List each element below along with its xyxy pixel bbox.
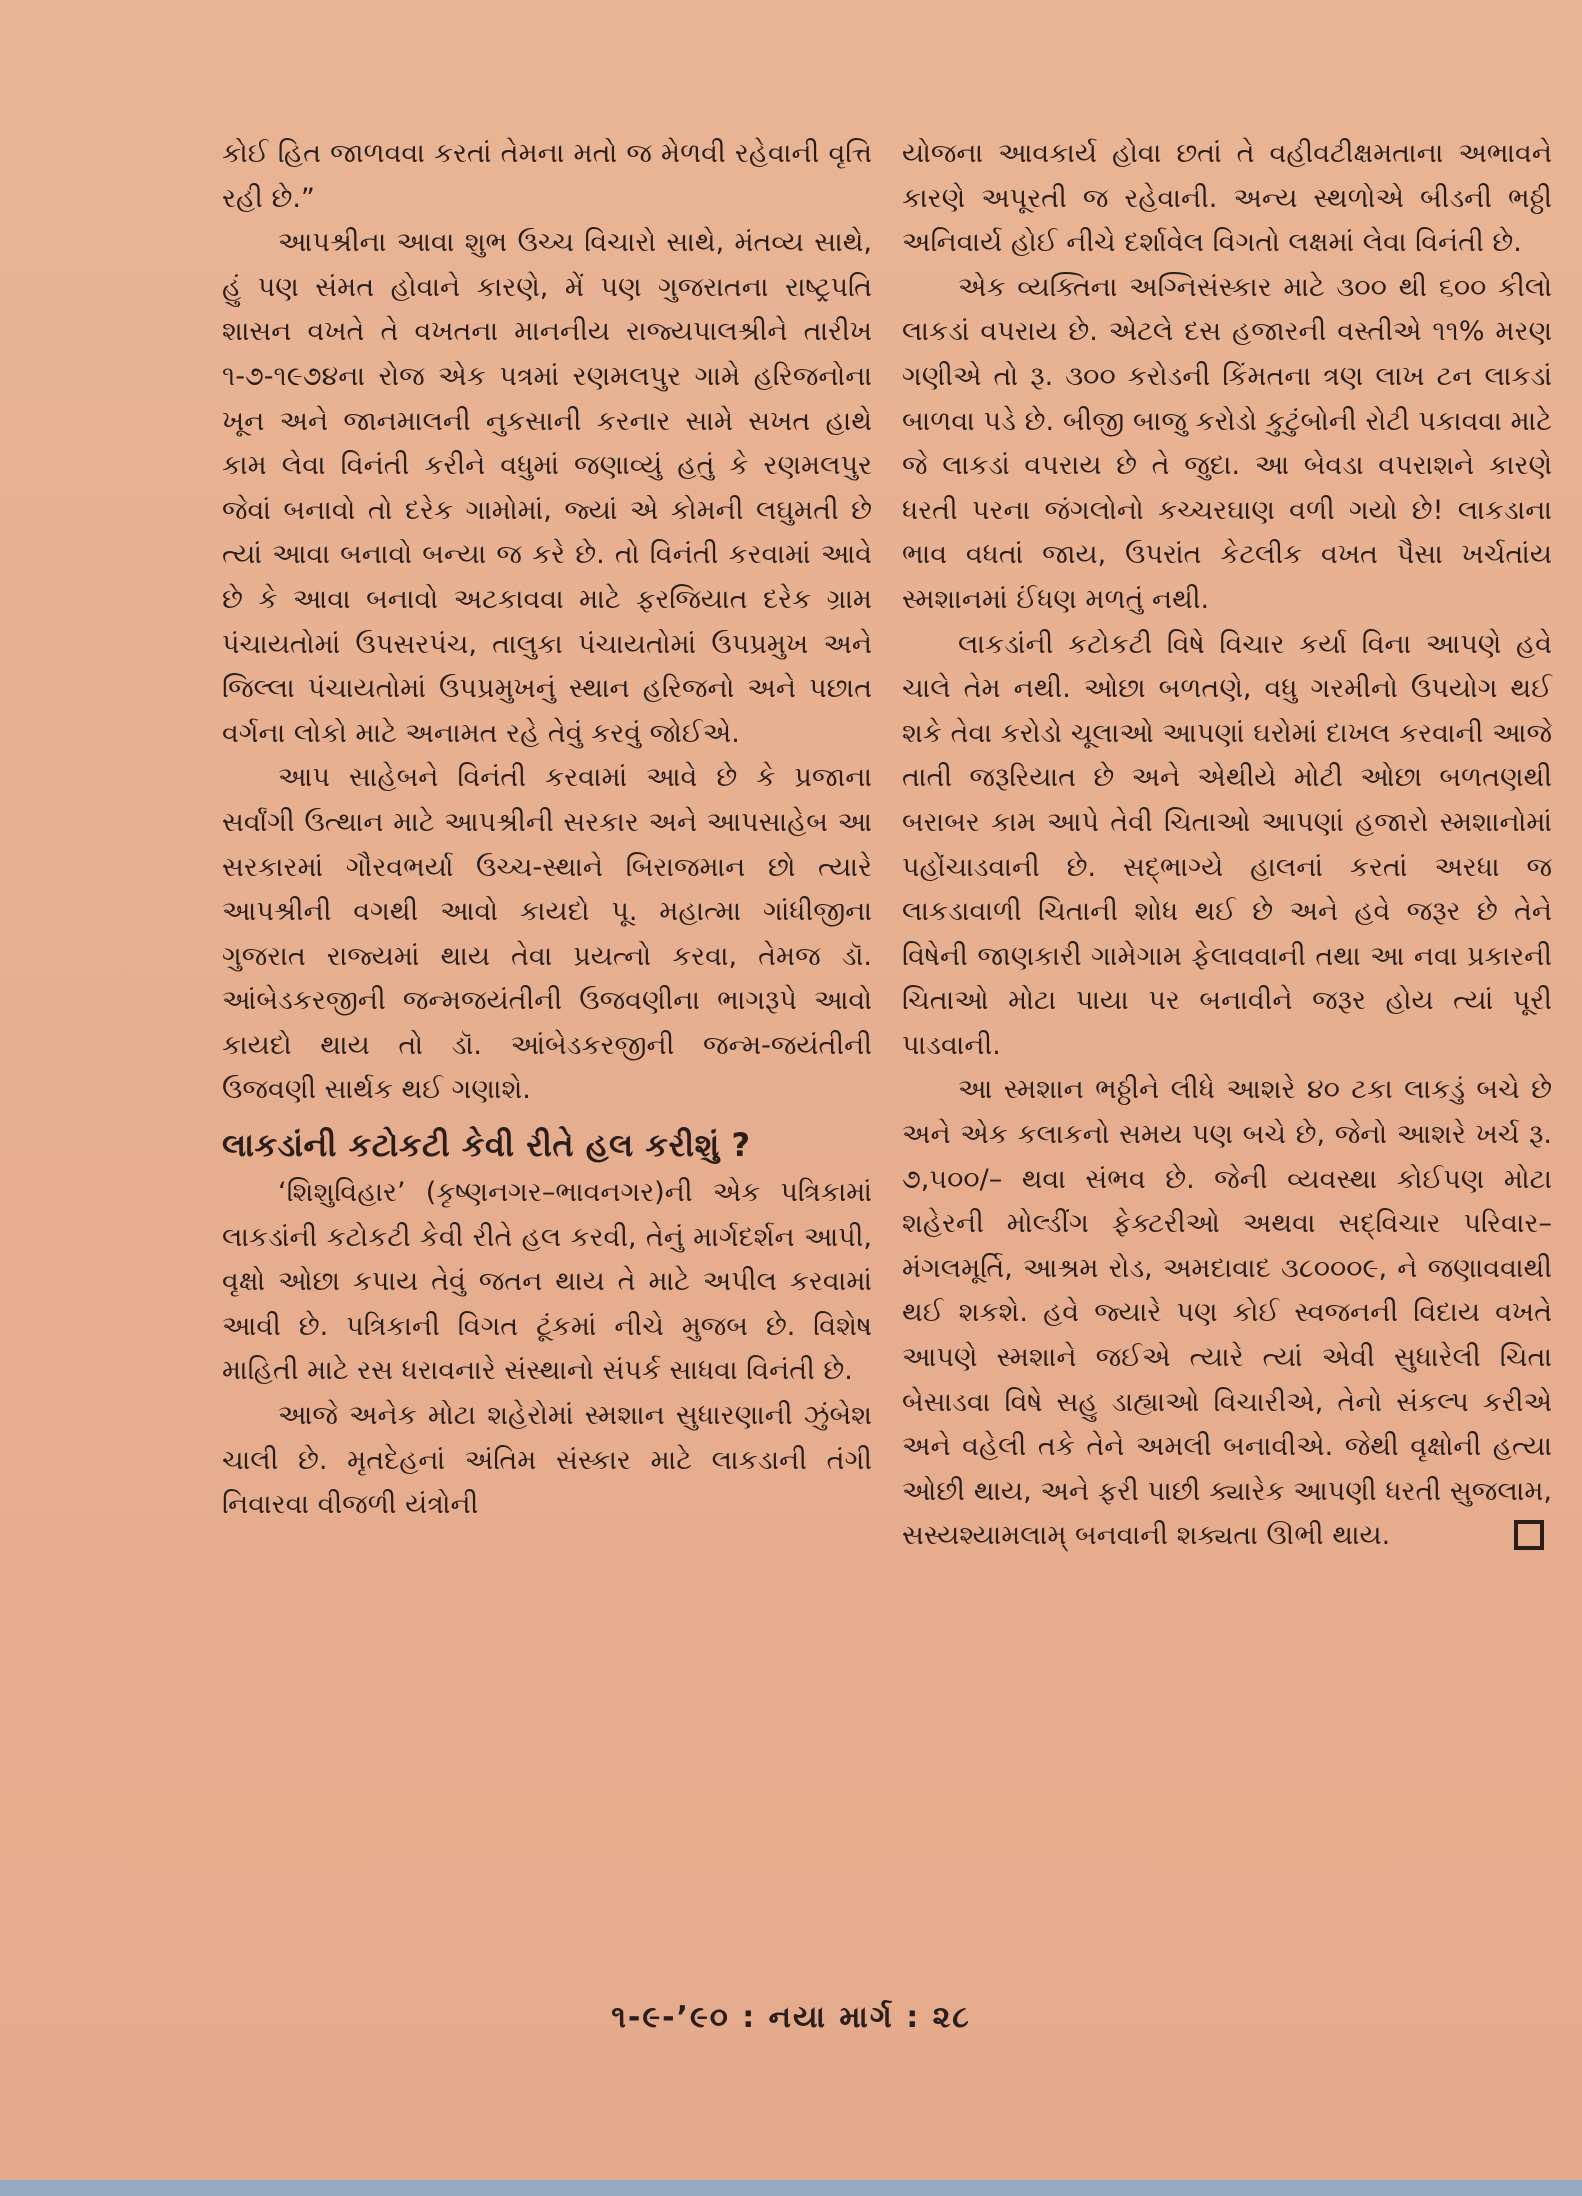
end-of-article-icon [1514,1520,1544,1550]
right-paragraph-3: લાકડાંની કટોકટી વિષે વિચાર કર્યા વિના આપણે હવે ચાલે તેમ નથી. ઓછા બળતણે, વધુ ગરમીનો ઉપયોગ થઈ શકે તેવા કરોડો ચૂલાઓ આપણાં ઘરોમાં દાખલ કરવાની આજે તાતી જરૂરિયાત છે અને એથીયે મોટી ઓછા બળતણથી બરાબર કામ આપે તેવી ચિતાઓ આપણાં હજારો સ્મશાનોમાં પહોંચાડવાની છે. સદ્‌ભાગ્યે હાલનાં કરતાં અરધા જ લાકડાવાળી ચિતાની શોધ થઈ છે અને હવે જરૂર છે તેને વિષેની જાણકારી ગામેગામ ફેલાવવાની તથા આ નવા પ્રકારની ચિતાઓ મોટા પાયા પર બનાવીને જરૂર હોય ત્યાં પૂરી પાડવાની. [902,628,1552,1061]
right-paragraph-2: એક વ્યક્તિના અગ્નિસંસ્કાર માટે ૩૦૦ થી ૬૦૦ કીલો લાકડાં વપરાય છે. એટલે દસ હજારની વસ્તીએ ૧૧% મરણ ગણીએ તો રૂ. ૩૦૦ કરોડની કિંમતના ત્રણ લાખ ટન લાકડાં બાળવા પડે છે. બીજી બાજુ કરોડો કુટુંબોની રોટી પકાવવા માટે જે લાકડાં વપરાય છે તે જુદા. આ બેવડા વપરાશને કારણે ધરતી પરના જંગલોનો કચ્ચરઘાણ વળી ગયો છે! લાકડાના ભાવ વધતાં જાય, ઉપરાંત કેટલીક વખત પૈસા ખર્ચતાંય સ્મશાનમાં ઈંધણ મળતું નથી. [902,271,1552,615]
article-heading: લાકડાંની કટોકટી કેવી રીતે હલ કરીશું ? [222,1126,751,1165]
page-footer: ૧-૯-’૯૦ : નયા માર્ગ : ૨૮ [611,2000,971,2035]
right-paragraph-4 [902,1068,1552,1559]
right-paragraph-1: યોજના આવકાર્ય હોવા છતાં તે વહીવટીક્ષમતાના અભાવને કારણે અપૂરતી જ રહેવાની. અન્ય સ્થળોએ બીડની ભઠ્ઠી અનિવાર્ય હોઈ નીચે દર્શાવેલ વિગતો લક્ષમાં લેવા વિનંતી છે. [902,138,1552,259]
left-paragraph-1: કોઈ હિત જાળવવા કરતાં તેમના મતો જ મેળવી રહેવાની વૃત્તિ રહી છે.” [222,138,872,214]
left-paragraph-2: આપશ્રીના આવા શુભ ઉચ્ચ વિચારો સાથે, મંતવ્ય સાથે, હું પણ સંમત હોવાને કારણે, મેં પણ ગુજરાતના રાષ્ટ્રપતિ શાસન વખતે તે વખતના માનનીય રાજ્યપાલશ્રીને તારીખ ૧-૭-૧૯૭૪ના રોજ એક પત્રમાં રણમલપુર ગામે હરિજનોના ખૂન અને જાનમાલની નુકસાની કરનાર સામે સખત હાથે કામ લેવા વિનંતી કરીને વધુમાં જણાવ્યું હતું કે રણમલપુર જેવાં બનાવો તો દરેક ગામોમાં, જ્યાં એ કોમની લઘુમતી છે ત્યાં આવા બનાવો બન્યા જ કરે છે. તો વિનંતી કરવામાં આવે છે કે આવા બનાવો અટકાવવા માટે ફરજિયાત દરેક ગ્રામ પંચાયતોમાં ઉપસરપંચ, તાલુકા પંચાયતોમાં ઉપપ્રમુખ અને જિલ્લા પંચાયતોમાં ઉપપ્રમુખનું સ્થાન હરિજનો અને પછાત વર્ગના લોકો માટે અનામત રહે તેવું કરવું જોઈએ. [222,227,872,749]
scan-edge [0,2180,1582,2196]
right-column [902,132,1552,1559]
right-paragraph-4-text: આ સ્મશાન ભઠ્ઠીને લીધે આશરે ૪૦ ટકા લાકડું બચે છે અને એક કલાકનો સમય પણ બચે છે, જેનો આશરે ખર્ચ રૂ. ૭,૫૦૦/– થવા સંભવ છે. જેની વ્યવસ્થા કોઈપણ મોટા શહેરની મોલ્ડીંગ ફેક્ટરીઓ અથવા સદ્‌વિચાર પરિવાર–મંગલમૂર્તિ, આશ્રમ રોડ, અમદાવાદ ૩૮૦૦૦૯, ને જણાવવાથી થઈ શકશે. હવે જ્યારે પણ કોઈ સ્વજનની વિદાય વખતે આપણે સ્મશાને જઈએ ત્યારે ત્યાં એવી સુધારેલી ચિતા બેસાડવા વિષે સહુ ડાહ્યાઓ વિચારીએ, તેનો સંકલ્પ કરીએ અને વહેલી તકે તેને અમલી બનાવીએ. જેથી વૃક્ષોની હત્યા ઓછી થાય, અને ફરી પાછી ક્યારેક આપણી ધરતી સુજલામ, સસ્યશ્યામલામ્ બનવાની શક્યતા ઊભી થાય. [902,1074,1552,1552]
left-paragraph-5: આજે અનેક મોટા શહેરોમાં સ્મશાન સુધારણાની ઝુંબેશ ચાલી છે. મૃતદેહનાં અંતિમ સંસ્કાર માટે લાકડાની તંગી નિવારવા વીજળી યંત્રોની [222,1400,872,1521]
left-paragraph-3: આપ સાહેબને વિનંતી કરવામાં આવે છે કે પ્રજાના સર્વાંગી ઉત્થાન માટે આપશ્રીની સરકાર અને આપસાહેબ આ સરકારમાં ગૌરવભર્યા ઉચ્ચ-સ્થાને બિરાજમાન છો ત્યારે આપશ્રીની વગથી આવો કાયદો પૂ. મહાત્મા ગાંધીજીના ગુજરાત રાજ્યમાં થાય તેવા પ્રયત્નો કરવા, તેમજ ડૉ. આંબેડકરજીની જન્મજયંતીની ઉજવણીના ભાગરૂપે આવો કાયદો થાય તો ડૉ. આંબેડકરજીની જન્મ-જયંતીની ઉજવણી સાર્થક થઈ ગણાશે. [222,762,872,1106]
left-paragraph-4: ‘શિશુવિહાર’ (કૃષ્ણનગર–ભાવનગર)ની એક પત્રિકામાં લાકડાંની કટોકટી કેવી રીતે હલ કરવી, તેનું માર્ગદર્શન આપી, વૃક્ષો ઓછા કપાય તેવું જતન થાય તે માટે અપીલ કરવામાં આવી છે. પત્રિકાની વિગત ટૂંકમાં નીચે મુજબ છે. વિશેષ માહિતી માટે રસ ધરાવનારે સંસ્થાનો સંપર્ક સાધવા વિનંતી છે. [222,1177,872,1387]
left-column [222,132,872,1528]
